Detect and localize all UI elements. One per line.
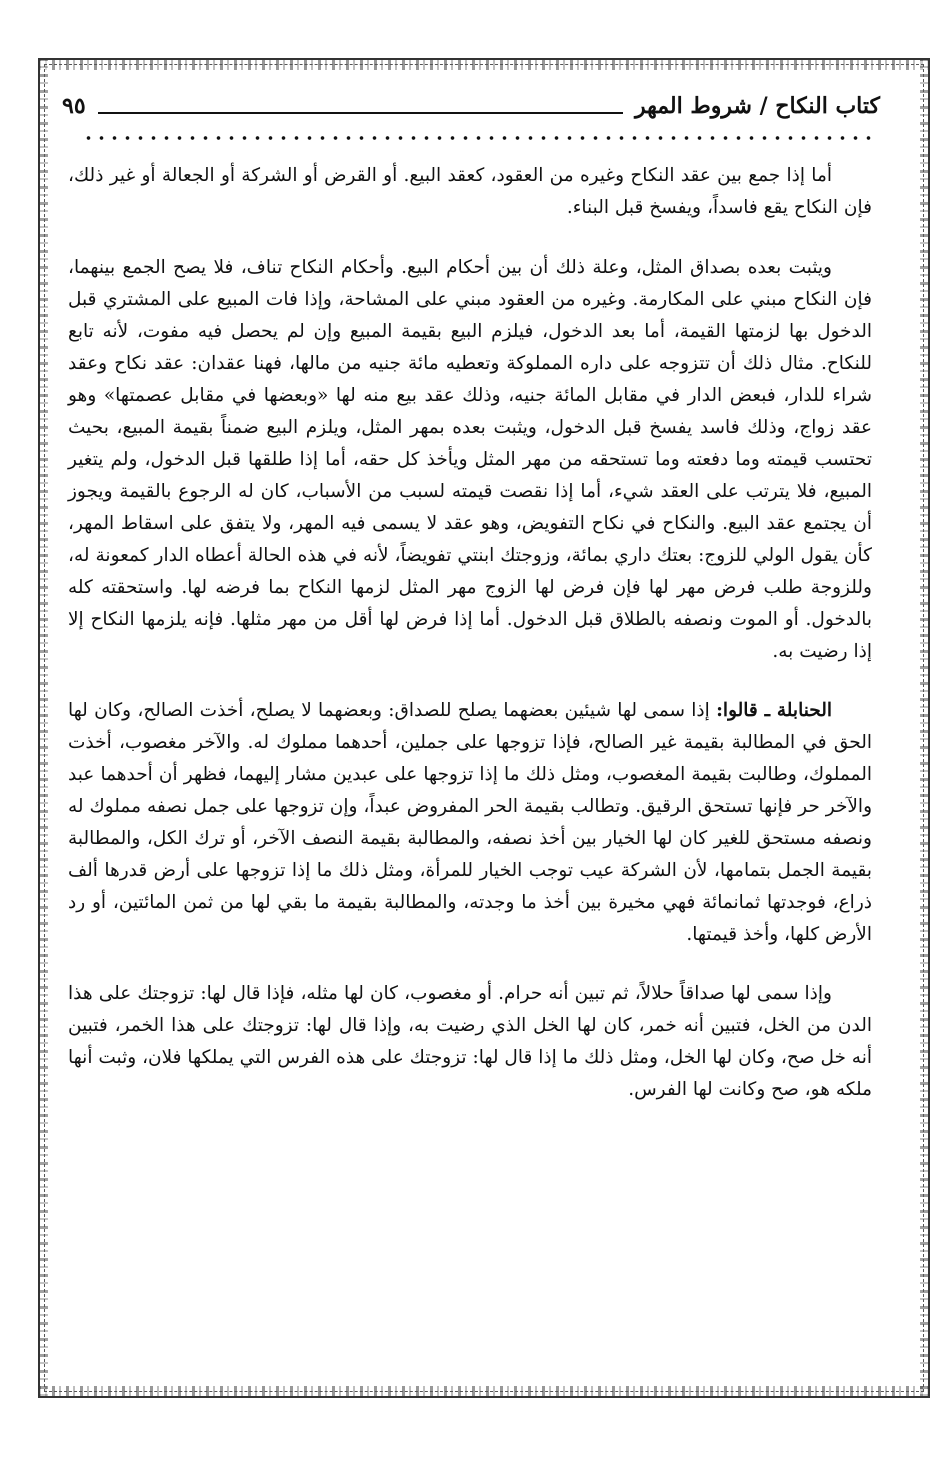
- header-rule: [98, 112, 623, 114]
- page-number: ٩٥: [62, 93, 86, 119]
- paragraph-3-text: إذا سمى لها شيئين بعضهما يصلح للصداق: وبعضهما لا يصلح، أخذت الصالح، وكان لها الحق في المطالبة بقيمة غير الصالح، فإذا تزوجها على جملين، أحدهما مملوك له. والآخر مغصوب، أخذت المملوك، وطالبت بقيمة المغصوب، ومثل ذلك ما إذا تزوجها على عبدين مشار إليهما، فظهر أن أحدهما عبد والآخر حر فإنها تستحق الرقيق. وتطالب بقيمة الحر المفروض عبداً، وإن تزوجها على جمل نصفه مملوك له ونصفه مستحق للغير كان لها الخيار بين أخذ نصفه، والمطالبة بقيمة النصف الآخر، أو ترك الكل، والمطالبة بقيمة الجمل بتمامها، لأن الشركة عيب توجب الخيار للمرأة، ومثل ذلك ما إذا تزوجها على أرض قدرها ألف ذراع، فوجدتها ثمانمائة فهي مخيرة بين أخذ ما وجدته، والمطالبة بقيمة ما بقي لها من ثمن المائتين، أو رد الأرض كلها، وأخذ قيمتها.: [68, 700, 872, 945]
- paragraph-3: [68, 695, 872, 951]
- dotted-separator: [82, 134, 876, 142]
- paragraph-4: وإذا سمى لها صداقاً حلالاً، ثم تبين أنه حرام. أو مغصوب، كان لها مثله، فإذا قال لها: تزوجتك على هذا الدن من الخل، فتبين أنه خمر، كان لها الخل الذي رضيت به، وإذا قال لها: تزوجتك على هذا الخمر، فتبين أنه خل صح، وكان لها الخل، ومثل ذلك ما إذا قال لها: تزوجتك على هذه الفرس التي يملكها فلان، وثبت أنها ملكه هو، صح وكانت لها الفرس.: [68, 983, 872, 1100]
- running-title: كتاب النكاح / شروط المهر: [634, 93, 880, 119]
- page-header: [62, 86, 880, 126]
- paragraph-3-lead: الحنابلة ـ قالوا:: [716, 700, 833, 721]
- paragraph-1: أما إذا جمع بين عقد النكاح وغيره من العقود، كعقد البيع. أو القرض أو الشركة أو الجعالة أو غير ذلك، فإن النكاح يقع فاسداً، ويفسخ قبل البناء.: [68, 165, 872, 218]
- paragraph-2: ويثبت بعده بصداق المثل، وعلة ذلك أن بين أحكام البيع. وأحكام النكاح تناف، فلا يصح الجمع بينهما، فإن النكاح مبني على المكارمة. وغيره من العقود مبني على المشاحة، وإذا فات المبيع على المشتري قبل الدخول بها لزمتها القيمة، أما بعد الدخول، فيلزم البيع بقيمة المبيع وإن لم يحصل فيه مفوت، لأنه تابع للنكاح. مثال ذلك أن تتزوجه على داره المملوكة وتعطيه مائة جنيه من مالها، فهنا عقدان: عقد نكاح وعقد شراء للدار، فبعض الدار في مقابل المائة جنيه، وذلك عقد بيع منه لها «وبعضها في مقابل عصمتها» وهو عقد زواج، وذلك فاسد يفسخ قبل الدخول، ويثبت بعده بمهر المثل، ويلزم البيع ضمناً بقيمة المبيع، بحيث تحتسب قيمته وما دفعته وما تستحقه من مهر المثل ويأخذ كل حقه، أما إذا طلقها قبل الدخول، ولم يتغير المبيع، فلا يترتب على العقد شيء، أما إذا نقصت قيمته لسبب من الأسباب، كان له الرجوع بالقيمة ويجوز أن يجتمع عقد البيع. والنكاح في نكاح التفويض، وهو عقد لا يسمى فيه المهر، ولا يتفق على اسقاط المهر، كأن يقول الولي للزوج: بعتك داري بمائة، وزوجتك ابنتي تفويضاً، لأنه في هذه الحالة أعطاه الدار كمعونة له، وللزوجة طلب فرض مهر لها فإن فرض لها الزوج مهر المثل لزمها النكاح بما فرضه لها. واستحقته كله بالدخول. أو الموت ونصفه بالطلاق قبل الدخول. أما إذا فرض لها أقل من مهر مثلها. فإنه يلزمها النكاح إلا إذا رضيت به.: [68, 257, 872, 662]
- body-text: [68, 160, 872, 1133]
